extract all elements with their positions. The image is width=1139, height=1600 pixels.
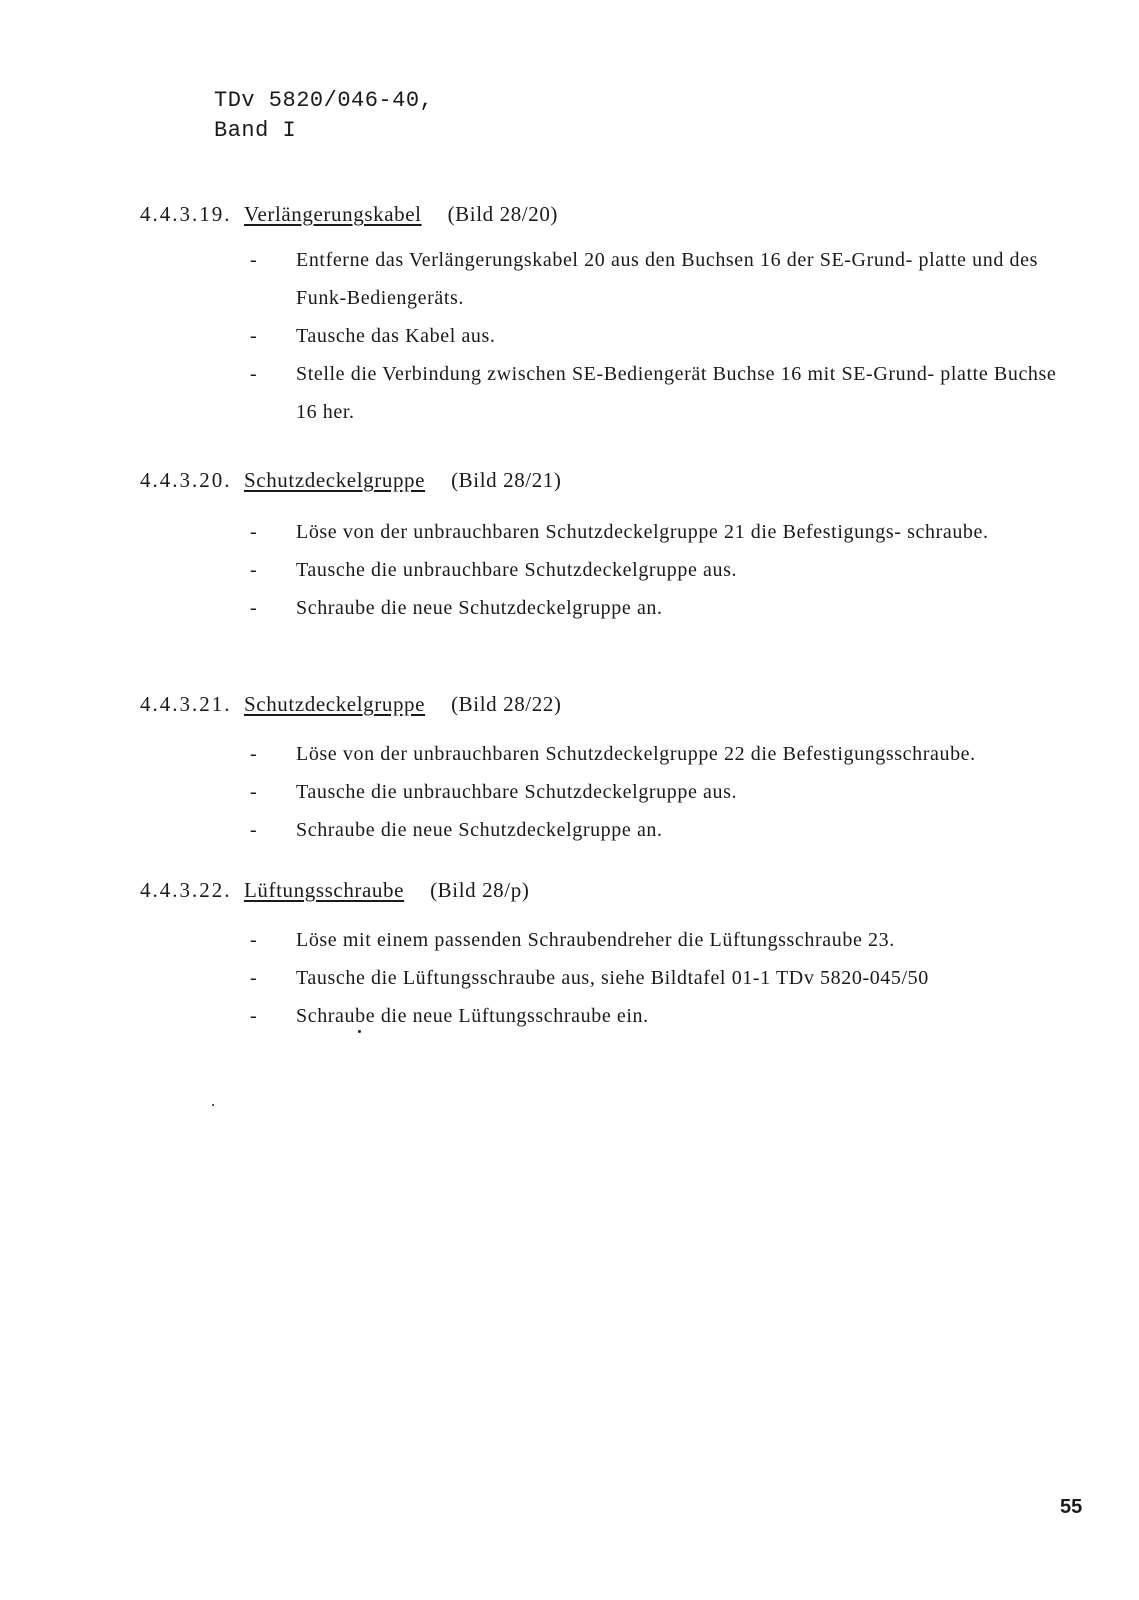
bullet-dash: - bbox=[250, 819, 258, 841]
list-item bbox=[140, 959, 1100, 997]
section-heading bbox=[140, 202, 1100, 227]
step-text: Löse mit einem passenden Schraubendreher die Lüftungsschraube 23. bbox=[296, 929, 895, 951]
section-number: 4.4.3.20. bbox=[140, 468, 232, 492]
bullet-dash: - bbox=[250, 1005, 258, 1027]
list-item bbox=[140, 921, 1100, 959]
scan-speck bbox=[212, 1104, 214, 1106]
figure-reference: (Bild 28/22) bbox=[451, 692, 562, 716]
step-list bbox=[140, 735, 1100, 849]
bullet-dash: - bbox=[250, 363, 258, 385]
list-item bbox=[140, 241, 1100, 317]
section-4-4-3-22 bbox=[140, 878, 1100, 1035]
step-text: Löse von der unbrauchbaren Schutzdeckelgruppe 22 die Befestigungsschraube. bbox=[296, 743, 976, 765]
bullet-dash: - bbox=[250, 743, 258, 765]
bullet-dash: - bbox=[250, 597, 258, 619]
section-title: Schutzdeckelgruppe bbox=[244, 692, 426, 716]
list-item bbox=[140, 735, 1100, 773]
figure-reference: (Bild 28/20) bbox=[447, 202, 559, 226]
figure-reference: (Bild 28/21) bbox=[451, 468, 562, 492]
bullet-dash: - bbox=[250, 521, 258, 543]
step-text: Stelle die Verbindung zwischen SE-Bediengerät Buchse 16 mit SE-Grund- platte Buchse 16 her. bbox=[296, 363, 1057, 423]
list-item bbox=[140, 513, 1100, 551]
step-text: Schraube die neue Schutzdeckelgruppe an. bbox=[296, 597, 663, 619]
list-item bbox=[140, 773, 1100, 811]
section-heading bbox=[140, 878, 1100, 903]
section-4-4-3-19 bbox=[140, 202, 1100, 431]
step-text: Tausche die unbrauchbare Schutzdeckelgruppe aus. bbox=[296, 781, 738, 803]
section-4-4-3-20 bbox=[140, 468, 1100, 627]
step-text: Entferne das Verlängerungskabel 20 aus den Buchsen 16 der SE-Grund- platte und des Funk-Bediengeräts. bbox=[296, 249, 1038, 309]
list-item bbox=[140, 355, 1100, 431]
step-text: Tausche die unbrauchbare Schutzdeckelgruppe aus. bbox=[296, 559, 738, 581]
step-text: Schraube die neue Schutzdeckelgruppe an. bbox=[296, 819, 663, 841]
page-number: 55 bbox=[1060, 1496, 1083, 1518]
section-number: 4.4.3.21. bbox=[140, 692, 232, 716]
document-id: TDv 5820/046-40, bbox=[214, 88, 434, 113]
step-list bbox=[140, 921, 1100, 1035]
bullet-dash: - bbox=[250, 929, 258, 951]
list-item bbox=[140, 551, 1100, 589]
section-heading bbox=[140, 468, 1100, 493]
bullet-dash: - bbox=[250, 559, 258, 581]
section-4-4-3-21 bbox=[140, 692, 1100, 849]
section-heading bbox=[140, 692, 1100, 717]
section-number: 4.4.3.22. bbox=[140, 878, 232, 902]
step-list bbox=[140, 513, 1100, 627]
section-title: Verlängerungskabel bbox=[244, 202, 422, 226]
bullet-dash: - bbox=[250, 249, 258, 271]
step-text: Tausche das Kabel aus. bbox=[296, 325, 496, 347]
document-volume: Band I bbox=[214, 118, 297, 143]
list-item bbox=[140, 811, 1100, 849]
document-header bbox=[214, 86, 433, 146]
bullet-dash: - bbox=[250, 781, 258, 803]
list-item bbox=[140, 317, 1100, 355]
bullet-dash: - bbox=[250, 967, 258, 989]
step-text: Löse von der unbrauchbaren Schutzdeckelgruppe 21 die Befestigungs- schraube. bbox=[296, 521, 989, 543]
list-item bbox=[140, 997, 1100, 1035]
step-text: Schraube die neue Lüftungsschraube ein. bbox=[296, 1005, 649, 1027]
section-title: Lüftungsschraube bbox=[244, 878, 405, 902]
section-number: 4.4.3.19. bbox=[140, 202, 232, 226]
figure-reference: (Bild 28/p) bbox=[430, 878, 530, 902]
bullet-dash: - bbox=[250, 325, 258, 347]
section-title: Schutzdeckelgruppe bbox=[244, 468, 426, 492]
step-text: Tausche die Lüftungsschraube aus, siehe Bildtafel 01-1 TDv 5820-045/50 bbox=[296, 967, 929, 989]
scan-speck bbox=[358, 1030, 361, 1033]
step-list bbox=[140, 241, 1100, 431]
list-item bbox=[140, 589, 1100, 627]
